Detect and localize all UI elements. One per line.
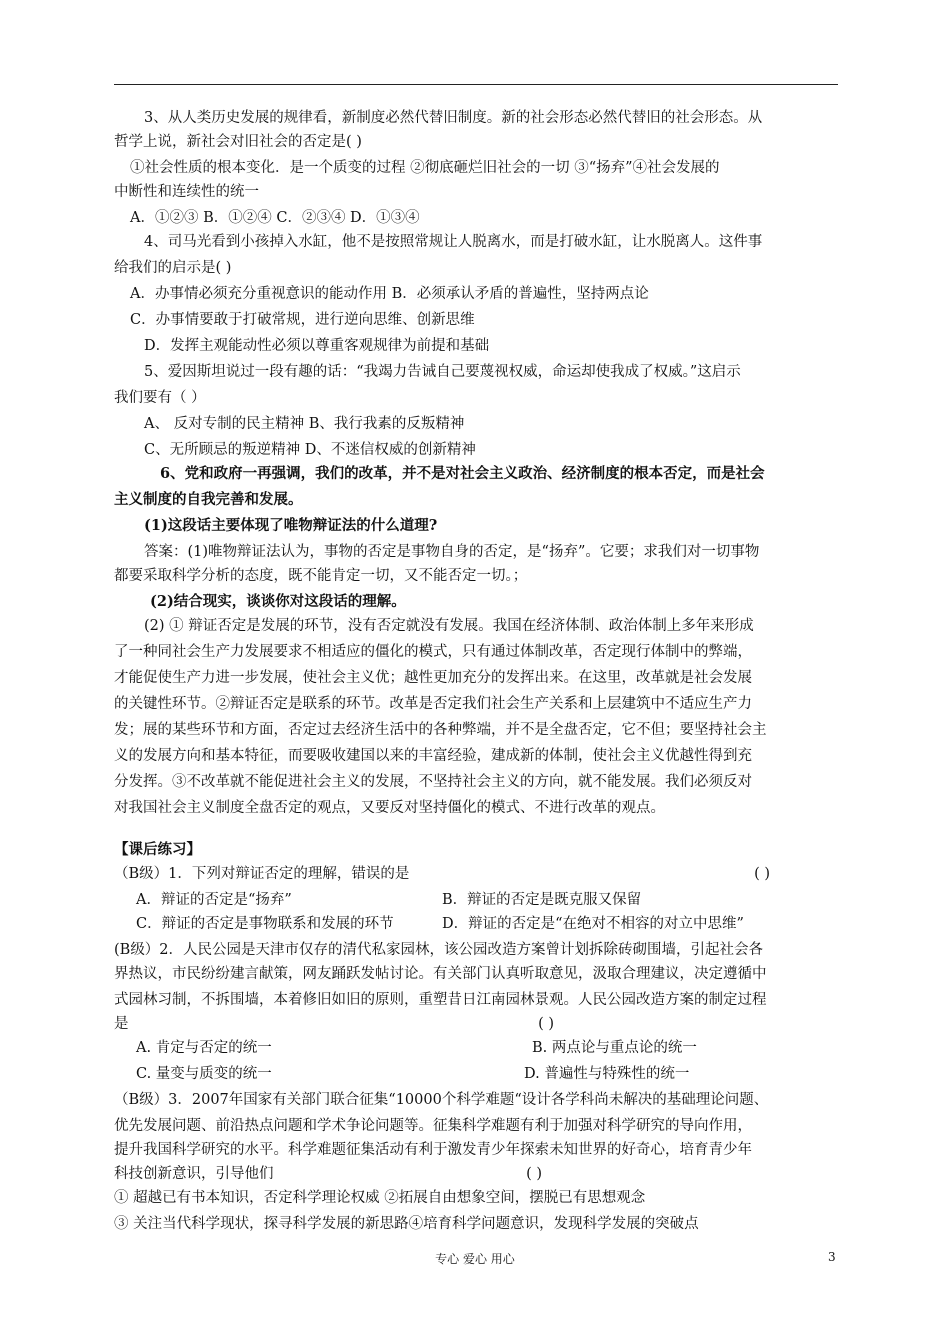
ex1-stem: （B级）1．下列对辩证否定的理解，错误的是 bbox=[114, 866, 410, 882]
q3-answers: A．①②③ B．①②④ C．②③④ D．①③④ bbox=[130, 210, 420, 226]
q4-line-2: 给我们的启示是( ) bbox=[114, 260, 232, 276]
q6-line-1: 6、党和政府一再强调，我们的改革，并不是对社会主义政治、经济制度的根本否定，而是社会 bbox=[160, 465, 765, 482]
answer-2-line-2: 了一种同社会生产力发展要求不相适应的僵化的模式，只有通过体制改革，否定现行体制中的弊端， bbox=[114, 644, 752, 660]
ex3-line-3: 提升我国科学研究的水平。科学难题征集活动有利于激发青少年探索未知世界的好奇心，培育青少年 bbox=[114, 1142, 752, 1158]
q4-option-d: D．发挥主观能动性必须以尊重客观规律为前提和基础 bbox=[144, 338, 490, 354]
ex2-answer-blank: ( ) bbox=[538, 1016, 554, 1032]
answer-2-line-4: 的关键性环节。②辩证否定是联系的环节。改革是否定我们社会生产关系和上层建筑中不适应生产力 bbox=[114, 696, 752, 712]
header-rule bbox=[114, 84, 838, 85]
q5-option-cd: C、无所顾忌的叛逆精神 D、不迷信权威的创新精神 bbox=[144, 442, 476, 458]
q5-option-ab: A、 反对专制的民主精神 B、我行我素的反叛精神 bbox=[144, 416, 465, 432]
q4-line-1: 4、司马光看到小孩掉入水缸，他不是按照常规让人脱离水，而是打破水缸，让水脱离人。这件事 bbox=[144, 234, 763, 250]
q4-option-ab: A．办事情必须充分重视意识的能动作用 B．必须承认矛盾的普遍性，坚持两点论 bbox=[130, 286, 649, 302]
ex2-option-d: D. 普遍性与特殊性的统一 bbox=[524, 1066, 690, 1082]
ex1-option-b: B．辩证的否定是既克服又保留 bbox=[442, 892, 642, 908]
ex1-option-d: D．辩证的否定是“在绝对不相容的对立中思维” bbox=[442, 916, 744, 932]
ex3-answer-blank: ( ) bbox=[526, 1166, 542, 1182]
answer-1-line-2: 都要采取科学分析的态度，既不能肯定一切，又不能否定一切。； bbox=[114, 568, 528, 584]
answer-1-line-1: 答案：(1)唯物辩证法认为，事物的否定是事物自身的否定，是“扬弃”。它要；求我们对一切事物 bbox=[144, 544, 760, 560]
ex2-line-3: 式园林习制，不拆围墙，本着修旧如旧的原则，重塑昔日江南园林景观。人民公园改造方案的制定过程 bbox=[114, 992, 767, 1008]
q4-option-c: C．办事情要敢于打破常规，进行逆向思维、创新思维 bbox=[130, 312, 475, 328]
ex3-line-4: 科技创新意识，引导他们 bbox=[114, 1166, 274, 1182]
answer-2-line-7: 分发挥。③不改革就不能促进社会主义的发展，不坚持社会主义的方向，就不能发展。我们必须反对 bbox=[114, 774, 752, 790]
answer-2-line-3: 才能促使生产力进一步发展，使社会主义优；越性更加充分的发挥出来。在这里，改革就是社会发展 bbox=[114, 670, 752, 686]
ex2-option-a: A. 肯定与否定的统一 bbox=[136, 1040, 272, 1056]
q5-line-1: 5、爱因斯坦说过一段有趣的话：“我竭力告诫自己要蔑视权威，命运却使我成了权威。”这启示 bbox=[144, 364, 741, 380]
ex3-option-34: ③ 关注当代科学现状，探寻科学发展的新思路④培育科学问题意识，发现科学发展的突破点 bbox=[114, 1216, 699, 1232]
answer-2-line-8: 对我国社会主义制度全盘否定的观点，又要反对坚持僵化的模式、不进行改革的观点。 bbox=[114, 800, 665, 816]
q6-part-1: (1)这段话主要体现了唯物辩证法的什么道理? bbox=[144, 517, 438, 534]
ex1-option-a: A．辩证的否定是“扬弃” bbox=[136, 892, 292, 908]
q3-options-line-2: 中断性和连续性的统一 bbox=[114, 184, 259, 200]
ex1-option-c: C．辩证的否定是事物联系和发展的环节 bbox=[136, 916, 394, 932]
answer-2-line-1: (2) ① 辩证否定是发展的环节，没有否定就没有发展。我国在经济体制、政治体制上多年来形成 bbox=[144, 618, 754, 634]
ex3-option-12: ① 超越已有书本知识，否定科学理论权威 ②拓展自由想象空间，摆脱已有思想观念 bbox=[114, 1190, 646, 1206]
q6-part-2: (2)结合现实，谈谈你对这段话的理解。 bbox=[150, 593, 406, 610]
q5-line-2: 我们要有（ ） bbox=[114, 390, 206, 406]
page-number: 3 bbox=[828, 1250, 836, 1264]
q3-line-1: 3、从人类历史发展的规律看，新制度必然代替旧制度。新的社会形态必然代替旧的社会形态。从 bbox=[144, 110, 763, 126]
q6-line-2: 主义制度的自我完善和发展。 bbox=[114, 491, 303, 508]
ex2-line-1: (B级）2．人民公园是天津市仅存的清代私家园林，该公园改造方案曾计划拆除砖砌围墙，引起社会各 bbox=[114, 942, 764, 958]
ex2-line-2: 界热议，市民纷纷建言献策，网友踊跃发帖讨论。有关部门认真听取意见，汲取合理建议，决定遵循中 bbox=[114, 966, 767, 982]
ex3-line-1: （B级）3．2007年国家有关部门联合征集“10000个科学难题“设计各学科尚未解决的基础理论问题、 bbox=[114, 1092, 769, 1108]
ex1-answer-blank: ( ) bbox=[754, 866, 770, 882]
ex3-line-2: 优先发展问题、前沿热点问题和学术争论问题等。征集科学难题有利于加强对科学研究的导向作用， bbox=[114, 1118, 752, 1134]
section-heading: 【课后练习】 bbox=[114, 841, 201, 858]
ex2-option-b: B. 两点论与重点论的统一 bbox=[532, 1040, 697, 1056]
ex2-line-4: 是 bbox=[114, 1016, 129, 1032]
page-footer: 专心 爱心 用心 bbox=[435, 1252, 515, 1266]
answer-2-line-5: 发；展的某些环节和方面，否定过去经济生活中的各种弊端，并不是全盘否定，它不但；要坚持社会主 bbox=[114, 722, 767, 738]
q3-options-line-1: ①社会性质的根本变化．是一个质变的过程 ②彻底砸烂旧社会的一切 ③“扬弃”④社会发展的 bbox=[130, 160, 720, 176]
ex2-option-c: C. 量变与质变的统一 bbox=[136, 1066, 272, 1082]
q3-line-2: 哲学上说，新社会对旧社会的否定是( ) bbox=[114, 134, 362, 150]
answer-2-line-6: 义的发展方向和基本特征，而要吸收建国以来的丰富经验，建成新的体制，使社会主义优越性得到充 bbox=[114, 748, 752, 764]
